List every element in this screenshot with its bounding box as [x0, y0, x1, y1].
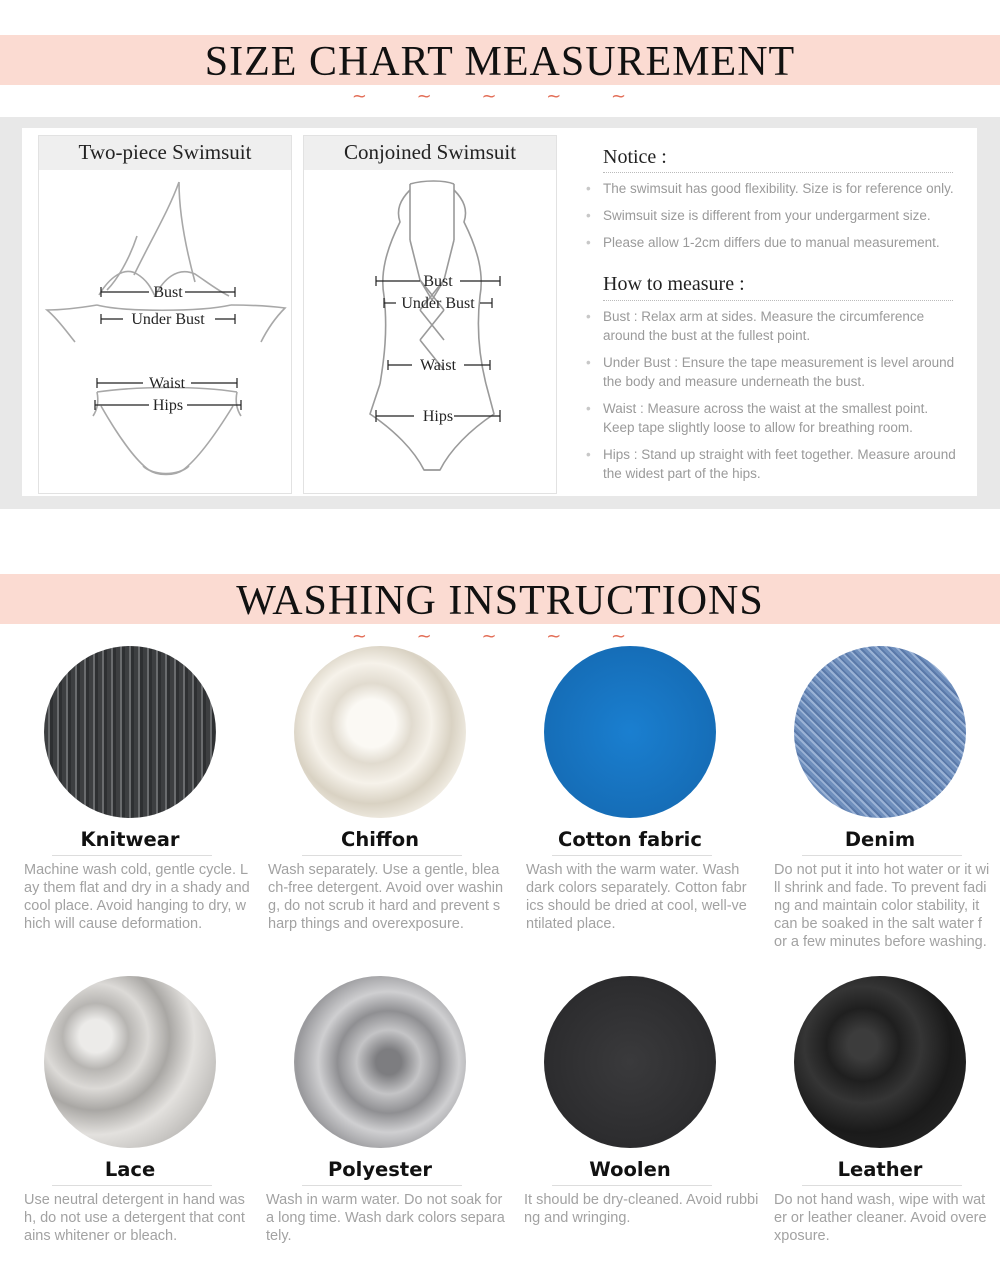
how-to-item-hips: • Hips : Stand up straight with feet together. Measure around the widest part of the hips.	[586, 447, 956, 481]
fabric-desc-chiffon: Wash separately. Use a gentle, bleach-free detergent. Avoid over washing, do not scrub it hard and prevent sharp things and overexposure.	[268, 862, 504, 932]
polyester-swatch	[294, 976, 466, 1148]
size-chart-title: SIZE CHART MEASUREMENT	[204, 39, 796, 85]
washing-title: WASHING INSTRUCTIONS	[236, 578, 764, 624]
conjoined-heading: Conjoined Swimsuit	[304, 136, 556, 170]
notice-item: • Please allow 1-2cm differs due to manual measurement.	[586, 235, 940, 250]
fabric-desc-woolen: It should be dry-cleaned. Avoid rubbing and wringing.	[524, 1192, 759, 1226]
two-piece-heading: Two-piece Swimsuit	[39, 136, 291, 170]
chiffon-swatch	[294, 646, 466, 818]
conjoined-bust-label: Bust	[423, 273, 453, 290]
fabric-desc-denim: Do not put it into hot water or it will shrink and fade. To prevent fading and maintain color stability, it can be soaked in the salt water for a few minutes before washing.	[774, 862, 990, 950]
fabric-desc-cotton: Wash with the warm water. Wash dark colors separately. Cotton fabrics should be dried at cool, well-ventilated place.	[526, 862, 747, 932]
fabric-name-cotton: Cotton fabric	[558, 828, 702, 851]
fabric-divider	[52, 855, 212, 856]
fabric-name-woolen: Woolen	[589, 1158, 671, 1181]
two-piece-diagram	[38, 135, 292, 494]
how-to-item-bust: • Bust : Relax arm at sides. Measure the circumference around the bust at the fullest point.	[586, 309, 925, 343]
cotton-fabric-swatch	[544, 646, 716, 818]
fabric-name-lace: Lace	[104, 1158, 156, 1181]
conjoined-underbust-label: Under Bust	[401, 295, 475, 312]
fabric-name-chiffon: Chiffon	[341, 828, 419, 851]
fabric-divider	[552, 855, 712, 856]
fabric-desc-lace: Use neutral detergent in hand wash, do not use a detergent that contains whitener or bleach.	[24, 1192, 245, 1244]
leather-swatch	[794, 976, 966, 1148]
notice-item: • The swimsuit has good flexibility. Size is for reference only.	[586, 181, 954, 196]
fabric-desc-polyester: Wash in warm water. Do not soak for a long time. Wash dark colors separately.	[266, 1192, 505, 1244]
how-to-item-waist: • Waist : Measure across the waist at the smallest point. Keep tape slightly loose to allow for breathing room.	[586, 401, 929, 435]
fabric-desc-knitwear: Machine wash cold, gentle cycle. Lay them flat and dry in a shady and cool place. Avoid hanging to dry, which will cause deformation.	[24, 862, 250, 932]
lace-swatch	[44, 976, 216, 1148]
how-to-measure-title: How to measure :	[603, 273, 745, 295]
fabric-name-polyester: Polyester	[327, 1158, 433, 1181]
two-piece-underbust-label: Under Bust	[131, 311, 205, 328]
fabric-name-leather: Leather	[837, 1158, 923, 1181]
conjoined-diagram	[303, 135, 557, 494]
how-to-item-under-bust: • Under Bust : Ensure the tape measurement is level around the body and measure underneath the bust.	[586, 355, 955, 389]
denim-swatch	[794, 646, 966, 818]
size-chart-decoration: ~ ~ ~ ~ ~	[351, 86, 649, 107]
woolen-swatch	[544, 976, 716, 1148]
fabric-divider	[52, 1185, 212, 1186]
fabric-divider	[302, 1185, 462, 1186]
one-piece-illustration	[304, 170, 556, 492]
fabric-divider	[552, 1185, 712, 1186]
fabric-divider	[302, 855, 462, 856]
fabric-divider	[802, 1185, 962, 1186]
bikini-illustration	[39, 170, 291, 492]
fabric-name-knitwear: Knitwear	[80, 828, 180, 851]
notice-item: • Swimsuit size is different from your undergarment size.	[586, 208, 931, 223]
washing-decoration: ~ ~ ~ ~ ~	[351, 626, 649, 647]
fabric-divider	[802, 855, 962, 856]
fabric-desc-leather: Do not hand wash, wipe with water or leather cleaner. Avoid overexposure.	[774, 1192, 987, 1244]
conjoined-hips-label: Hips	[422, 408, 454, 425]
notice-title: Notice :	[603, 146, 667, 168]
two-piece-waist-label: Waist	[148, 375, 186, 392]
notice-divider	[603, 172, 953, 173]
two-piece-bust-label: Bust	[153, 284, 183, 301]
two-piece-hips-label: Hips	[152, 397, 184, 414]
how-to-divider	[603, 300, 953, 301]
conjoined-waist-label: Waist	[419, 357, 457, 374]
fabric-name-denim: Denim	[844, 828, 916, 851]
knitwear-swatch	[44, 646, 216, 818]
